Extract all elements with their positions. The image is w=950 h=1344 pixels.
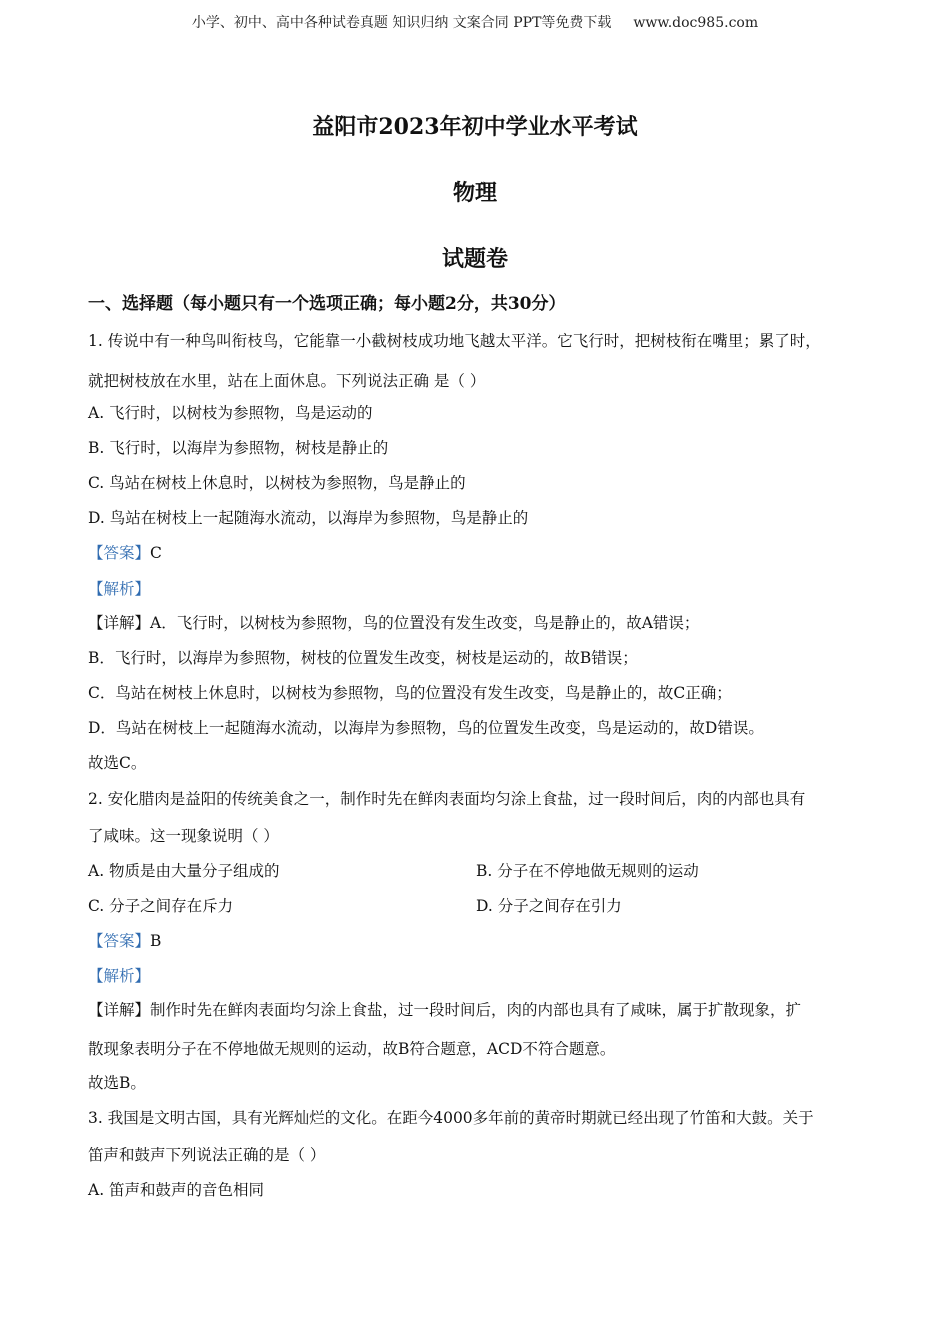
q3-stem-line1: 3. 我国是文明古国，具有光辉灿烂的文化。在距今4000多年前的黄帝时期就已经出现了竹笛和大鼓。关于 [88,1109,814,1127]
q1-stem-line2: 就把树枝放在水里，站在上面休息。下列说法正确 是（ ） [88,372,486,390]
q3-stem-line2: 笛声和鼓声下列说法正确的是（ ） [88,1146,326,1164]
header-text: 小学、初中、高中各种试卷真题 知识归纳 文案合同 PPT等免费下载 [191,15,612,31]
subject-title: 物理 [452,180,497,206]
q2-analysis [88,966,150,986]
q2-stem-line2: 了咸味。这一现象说明（ ） [88,827,279,845]
answer-tag: 【答案】 [88,544,151,562]
exam-title: 益阳市2023年初中学业水平考试 [312,114,638,140]
q2-option-c: C. 分子之间存在斥力 [88,897,234,915]
q3-option-a: A. 笛声和鼓声的音色相同 [88,1181,265,1199]
section-heading: 一、选择题（每小题只有一个选项正确；每小题2分，共30分） [88,294,566,314]
q1-detail-line3: C．鸟站在树枝上休息时，以树枝为参照物，鸟的位置没有发生改变，鸟是静止的，故C正确； [88,684,732,702]
analysis-tag: 【解析】 [88,580,151,598]
q1-detail-line2: B．飞行时，以海岸为参照物，树枝的位置发生改变，树枝是运动的，故B错误； [88,649,638,667]
q2-conclusion: 故选B。 [88,1074,146,1092]
q1-detail-line4: D．鸟站在树枝上一起随海水流动，以海岸为参照物，鸟的位置发生改变，鸟是运动的，故D错误。 [88,719,764,737]
q2-answer [88,931,161,951]
q2-detail-line2: 散现象表明分子在不停地做无规则的运动，故B符合题意，ACD不符合题意。 [88,1040,616,1058]
q1-conclusion: 故选C。 [88,754,147,772]
q1-option-a: A. 飞行时，以树枝为参照物，鸟是运动的 [88,404,373,422]
q2-detail-text1: 制作时先在鲜肉表面均匀涂上食盐，过一段时间后，肉的内部也具有了咸味，属于扩散现象，扩 [150,1001,802,1019]
q2-option-d: D. 分子之间存在引力 [476,897,622,915]
q2-stem-line1: 2. 安化腊肉是益阳的传统美食之一，制作时先在鲜肉表面均匀涂上食盐，过一段时间后，肉的内部也具有 [88,790,806,808]
q1-answer-value: C [150,544,162,562]
q2-detail-line1 [88,1000,801,1020]
q1-option-b: B. 飞行时，以海岸为参照物，树枝是静止的 [88,439,389,457]
q1-detail-text1: A．飞行时，以树枝为参照物，鸟的位置没有发生改变，鸟是静止的，故A错误； [150,614,700,632]
header-site-link[interactable]: www.doc985.com [633,15,759,31]
q2-answer-value: B [150,932,162,950]
q2-option-a: A. 物质是由大量分子组成的 [88,862,280,880]
detail-tag: 【详解】 [88,614,151,632]
page-header [0,12,950,32]
q1-detail-line1 [88,613,699,633]
q2-option-b: B. 分子在不停地做无规则的运动 [476,862,699,880]
q1-option-c: C. 鸟站在树枝上休息时，以树枝为参照物，鸟是静止的 [88,474,466,492]
paper-title: 试题卷 [441,246,508,272]
detail-tag: 【详解】 [88,1001,151,1019]
q1-stem-line1: 1. 传说中有一种鸟叫衔枝鸟，它能靠一小截树枝成功地飞越太平洋。它飞行时，把树枝衔在嘴里；累了时， [88,332,821,350]
answer-tag: 【答案】 [88,932,151,950]
analysis-tag: 【解析】 [88,967,151,985]
q1-answer [88,543,162,563]
q1-analysis [88,579,150,599]
q1-option-d: D. 鸟站在树枝上一起随海水流动，以海岸为参照物，鸟是静止的 [88,509,529,527]
